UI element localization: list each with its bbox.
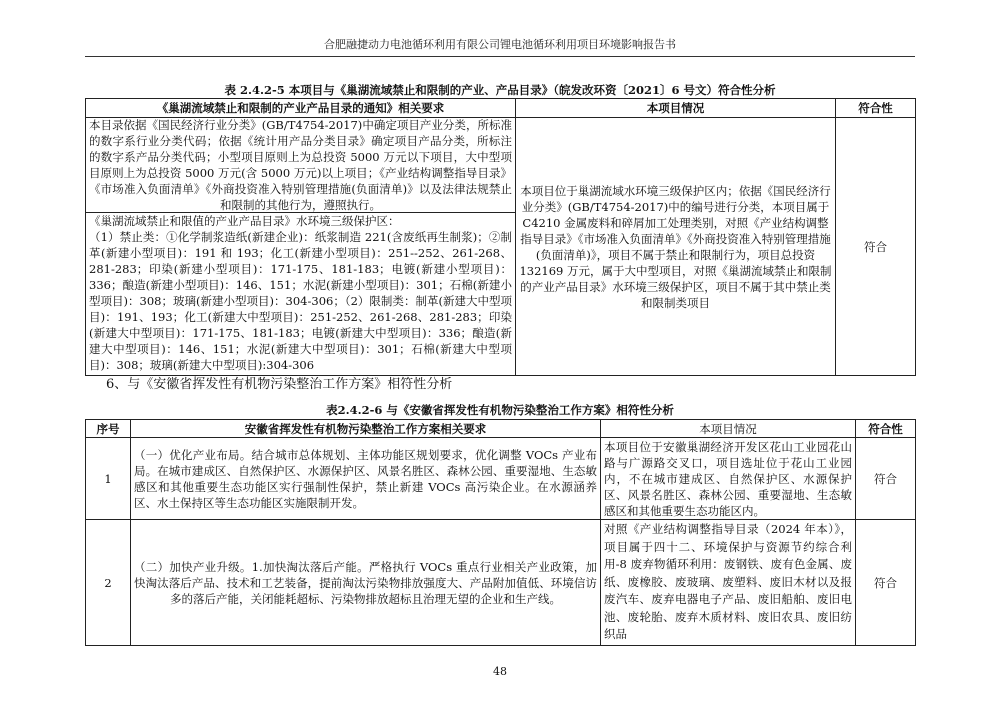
table2-header-compliance: 符合性 <box>856 420 916 438</box>
table2-header-situation: 本项目情况 <box>601 420 856 438</box>
row-requirement: （一）优化产业布局。结合城市总体规划、主体功能区规划要求，优化调整 VOCs 产业布局。在城市建成区、自然保护区、水源保护区、风景名胜区、森林公园、重要湿地、生态敏感区和其他重要生态功能区实行强制性保护，禁止新建 VOCs 高污染企业。在水源涵养区、水土保持区等生态功能区实施限制开发。 <box>131 438 601 520</box>
table1-header-situation: 本项目情况 <box>516 99 836 118</box>
row-compliance: 符合 <box>856 520 916 646</box>
row-number: 1 <box>86 438 131 520</box>
header-rule <box>85 56 915 57</box>
running-header: 合肥融捷动力电池循环利用有限公司锂电池循环利用项目环境影响报告书 <box>324 38 676 51</box>
table1-compliance: 符合 <box>836 118 916 376</box>
section-heading: 6、与《安徽省挥发性有机物污染整治工作方案》相符性分析 <box>106 377 453 392</box>
table-row <box>86 438 916 520</box>
table-row <box>86 520 916 646</box>
requirement-part2-body: （1）禁止类：①化学制浆造纸(新建企业)：纸浆制造 221(含废纸再生制浆)；②制革(新建小型项目)：191 和 193；化工(新建小型项目)：251--252、261-268、281-283；印染(新建小型项目)：171-175、181-183；电镀(新建小型项目)：336；酿造(新建小型项目)：146、151；水泥(新建小型项目)：301；石棉(新建小型项目)：308；玻璃(新建小型项目)：304-306；（2）限制类：制革(新建大中型项目)：191、193；化工(新建大中型项目)：251-252、261-268、281-283；印染(新建大中型项目)：171-175、181-183；电镀(新建大中型项目)：336；酿造(新建大中型项目)：146、151；水泥(新建大中型项目)：301；石棉(新建大中型项目)：308；玻璃(新建大中型项目):304-306 <box>89 230 512 372</box>
table1-requirement-part2 <box>86 213 516 376</box>
page-number: 48 <box>493 665 507 678</box>
row-number: 2 <box>86 520 131 646</box>
table1-caption: 表 2.4.2-5 本项目与《巢湖流域禁止和限制的产业、产品目录》（皖发改环资〔2021〕6 号文）符合性分析 <box>224 83 776 97</box>
table2 <box>85 419 916 646</box>
table2-header-row <box>86 420 916 438</box>
table-row <box>86 118 916 213</box>
row-requirement: （二）加快产业升级。1.加快淘汰落后产能。严格执行 VOCs 重点行业相关产业政策，加快淘汰落后产品、技术和工艺装备，提前淘汰污染物排放强度大、产品附加值低、环境信访多的落后产能，关闭能耗超标、污染物排放超标且治理无望的企业和生产线。 <box>131 520 601 646</box>
table2-caption: 表2.4.2-6 与《安徽省挥发性有机物污染整治工作方案》相符性分析 <box>326 403 674 417</box>
table1 <box>85 98 916 376</box>
row-situation: 本项目位于安徽巢湖经济开发区花山工业园花山路与广源路交叉口，项目选址位于花山工业园内，不在城市建成区、自然保护区、水源保护区、风景名胜区、森林公园、重要湿地、生态敏感区和其他重要生态功能区内。 <box>601 438 856 520</box>
row-compliance: 符合 <box>856 438 916 520</box>
table1-requirement-part1: 本目录依据《国民经济行业分类》(GB/T4754-2017)中确定项目产业分类，所标准的数字系行业分类代码；依据《统计用产品分类目录》确定项目产品分类，所标注的数字系产品分类代码；小型项目原则上为总投资 5000 万元以下项目，大中型项目原则上为总投资 5000 万元(含 5000 万元)以上项目；《产业结构调整指导目录》《市场准入负面清单》《外商投资准入特别管理措施(负面清单)》以及法律法规禁止和限制的其他行为，遵照执行。 <box>86 118 516 213</box>
row-situation: 对照《产业结构调整指导目录（2024 年本）》，项目属于四十二、环境保护与资源节约综合利用-8 废弃物循环利用：废钢铁、废有色金属、废纸、废橡胶、废玻璃、废塑料、废旧木材以及报废汽车、废弃电器电子产品、废旧船舶、废旧电池、废轮胎、废弃木质材料、废旧农具、废旧纺织品 <box>601 520 856 646</box>
table2-header-requirement: 安徽省挥发性有机物污染整治工作方案相关要求 <box>131 420 601 438</box>
table1-header-requirement: 《巢湖流域禁止和限制的产业产品目录的通知》相关要求 <box>86 99 516 118</box>
table1-situation: 本项目位于巢湖流域水环境三级保护区内；依据《国民经济行业分类》(GB/T4754-2017)中的编号进行分类，本项目属于 C4210 金属废料和碎屑加工处理类别，对照《产业结构调整指导目录》《市场准入负面清单》《外商投资准入特别管理措施(负面清单)》，项目不属于禁止和限制行为，项目总投资 132169 万元，属于大中型项目，对照《巢湖流域禁止和限制的产业产品目录》水环境三级保护区，项目不属于其中禁止类和限制类项目 <box>516 118 836 376</box>
table1-header-compliance: 符合性 <box>836 99 916 118</box>
requirement-part2-title: 《巢湖流域禁止和限值的产业产品目录》水环境三级保护区： <box>89 214 400 228</box>
table2-header-no: 序号 <box>86 420 131 438</box>
table1-header-row <box>86 99 916 118</box>
